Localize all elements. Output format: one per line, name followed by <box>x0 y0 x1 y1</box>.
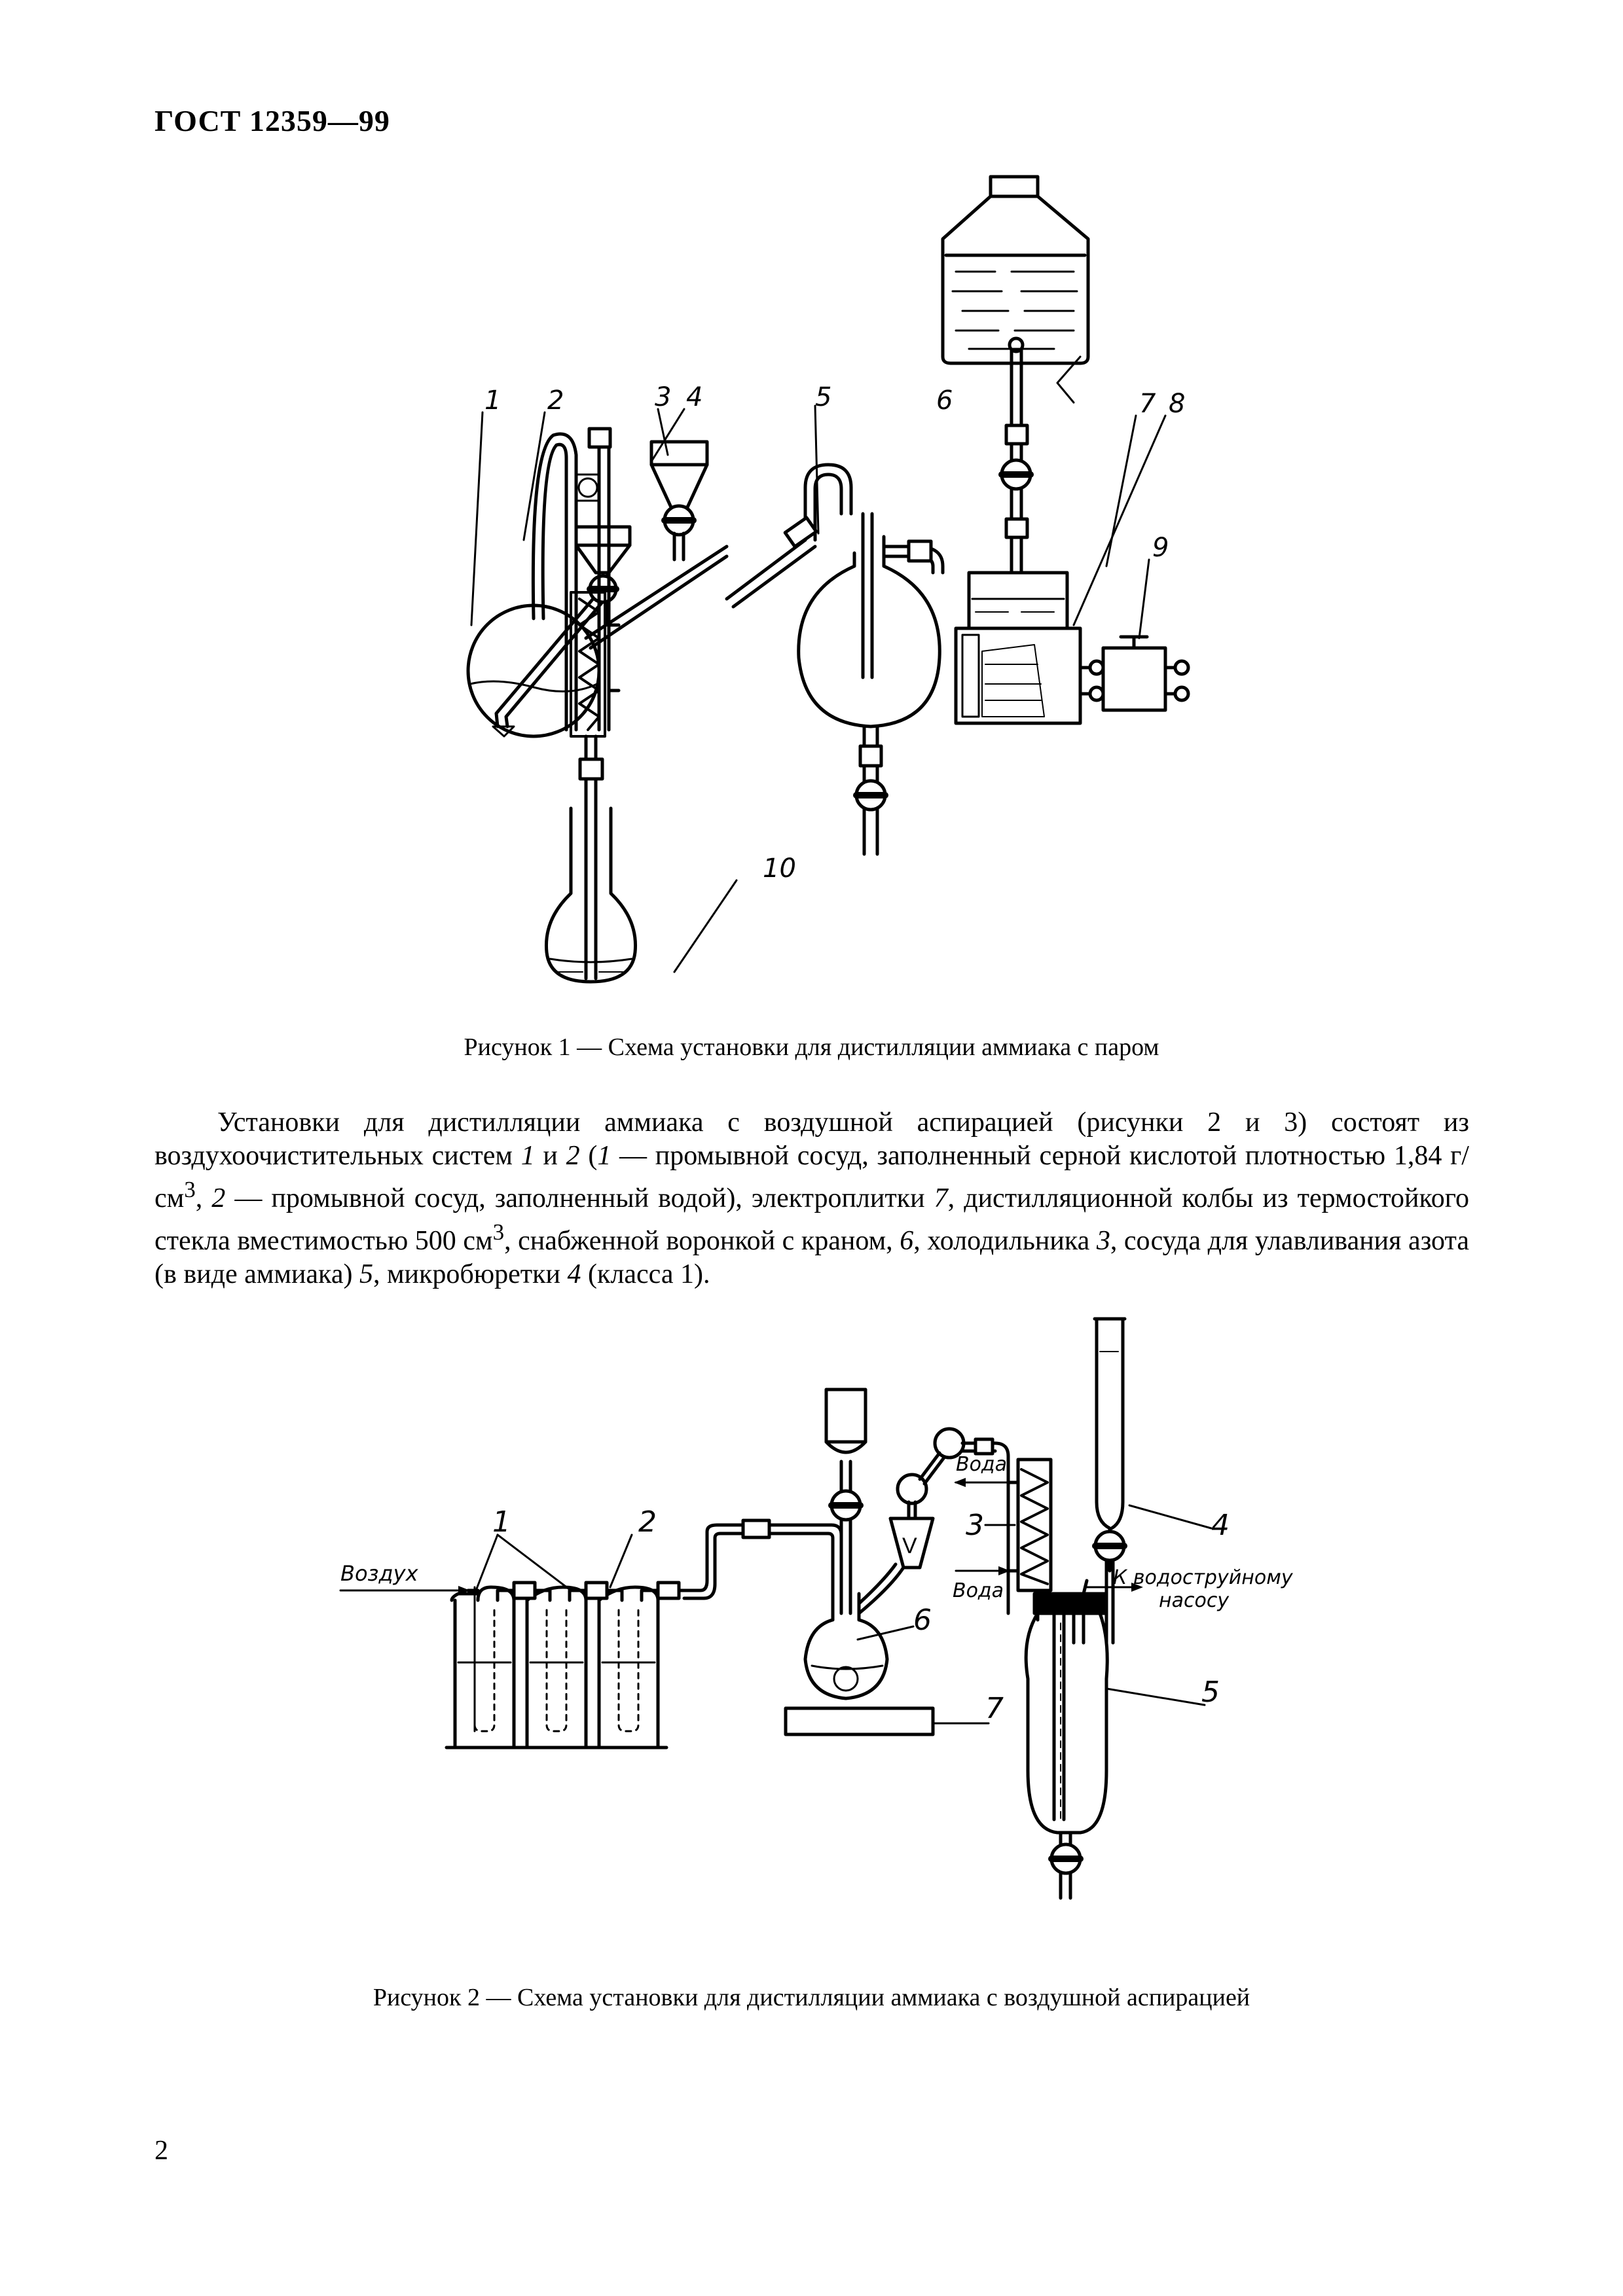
water-out-label: Вода <box>956 1453 1008 1476</box>
pump-label-2: насосу <box>1159 1589 1230 1612</box>
air-tube <box>684 1520 841 1598</box>
condenser-column <box>533 429 707 978</box>
fig2-label-7: 7 <box>985 1692 1004 1725</box>
distillation-flask-6 <box>786 1390 933 1734</box>
fig1-label-1: 1 <box>484 386 501 416</box>
fig1-label-7: 7 <box>1139 389 1156 419</box>
wash-bottles <box>447 1583 684 1748</box>
splash-trap <box>890 1429 995 1568</box>
receiver-flask <box>546 808 635 982</box>
steam-generator-flask <box>799 514 943 854</box>
figure-2-diagram <box>327 1312 1296 1934</box>
reservoir-bottle <box>943 177 1088 363</box>
figure-2-caption: Рисунок 2 — Схема установки для дистилляции аммиака с воздушной аспирацией <box>373 1984 1250 2011</box>
fig1-label-8: 8 <box>1169 389 1186 419</box>
water-in-label: Вода <box>953 1579 1004 1602</box>
body-paragraph: Установки для дистилляции аммиака с воздушной аспирацией (рисунки 2 и 3) состоят из воздухоочистительных систем 1 и 2 (1 — промывной сосуд, заполненный серной кислотой плотностью 1,84 $г/см^3$, 2 — промывной сосуд, заполненный водой), электроплитки 7, дистилляционной колбы из термостойкого стекла вместимостью 500 $см^3$, снабженной воронкой с краном, 6, холодильника 3, сосуда для улавливания азота (в виде аммиака) 5, микробюретки 4 (класса 1). <box>155 1107 1469 1289</box>
fig2-label-5: 5 <box>1201 1676 1220 1709</box>
figure-1-caption: Рисунок 1 — Схема установки для дистилляции аммиака с паром <box>464 1033 1159 1061</box>
fig1-label-10: 10 <box>763 853 796 884</box>
fig1-label-4: 4 <box>686 382 703 412</box>
svg-text:V: V <box>902 1534 917 1558</box>
air-label: Воздух <box>340 1561 418 1586</box>
fig1-label-2: 2 <box>547 386 564 416</box>
fig2-label-6: 6 <box>913 1604 932 1637</box>
fig1-label-3: 3 <box>655 382 672 412</box>
receiver-5 <box>1026 1581 1143 1898</box>
fig2-label-1: 1 <box>492 1505 511 1539</box>
steam-tube <box>727 465 851 607</box>
pump-label-1: К водоструйному <box>1113 1566 1293 1589</box>
page-number: 2 <box>155 2136 168 2166</box>
fig2-label-2: 2 <box>638 1505 657 1539</box>
fig1-label-9: 9 <box>1152 533 1169 563</box>
air-inlet <box>340 1561 470 1595</box>
fig2-label-3: 3 <box>966 1509 984 1542</box>
document-header: ГОСТ 12359—99 <box>155 104 390 137</box>
fig1-label-6: 6 <box>936 386 953 416</box>
figure-1-diagram <box>419 167 1205 1018</box>
water-vessel-heater <box>956 573 1080 723</box>
pump-unit <box>1080 637 1188 710</box>
fig1-label-5: 5 <box>815 382 832 412</box>
feed-tube <box>1002 350 1030 579</box>
fig2-label-4: 4 <box>1211 1509 1230 1542</box>
